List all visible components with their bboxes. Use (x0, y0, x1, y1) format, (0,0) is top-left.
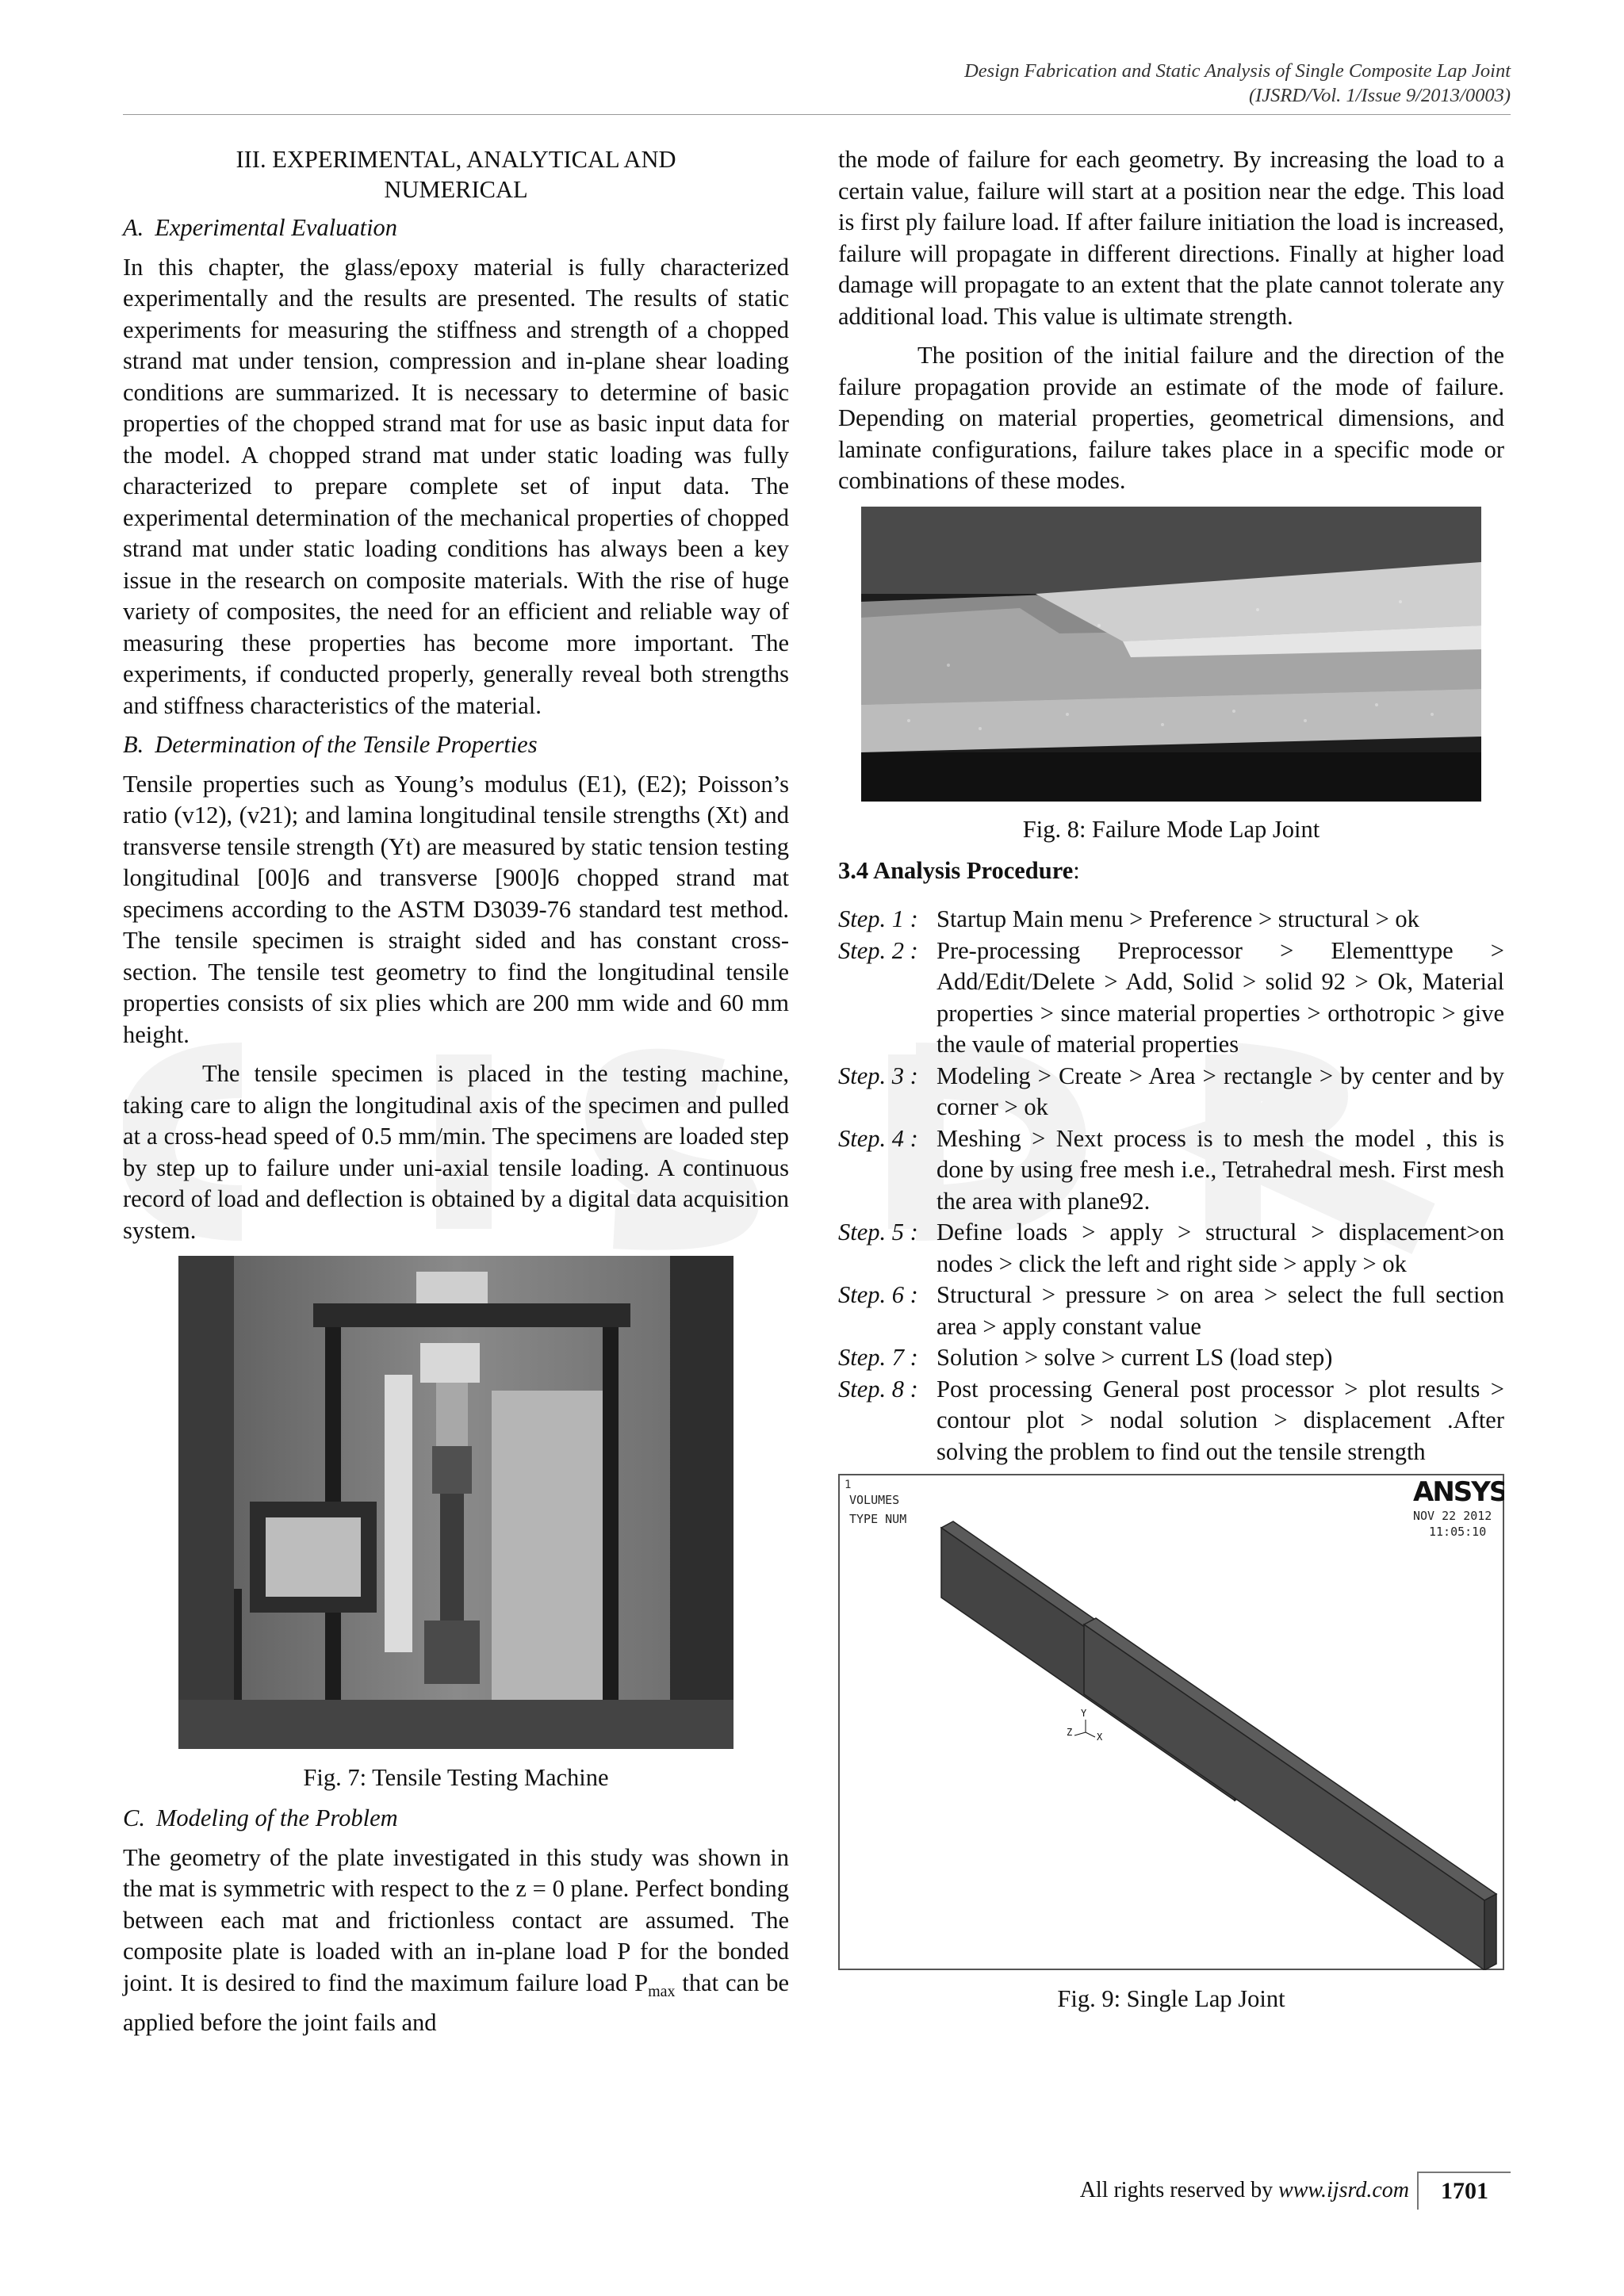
section-heading: III. EXPERIMENTAL, ANALYTICAL AND NUMERICAL (236, 146, 676, 203)
list-item (838, 1217, 1504, 1280)
step-label: Step. 4 : (838, 1124, 918, 1152)
list-item (838, 1280, 1504, 1342)
figure-7 (123, 1256, 789, 1758)
step-label: Step. 7 : (838, 1344, 918, 1371)
ansys-type-num-label: TYPE NUM (849, 1512, 907, 1526)
paragraph-modeling (123, 1843, 789, 2039)
subsection-c-number: C. (123, 1804, 145, 1831)
analysis-procedure-title: 3.4 Analysis Procedure (838, 856, 1074, 884)
ansys-window-number: 1 (845, 1479, 852, 1491)
header-rule (123, 114, 1511, 115)
figure-7-caption: Fig. 7: Tensile Testing Machine (303, 1763, 609, 1791)
left-column (123, 144, 789, 2047)
tensile-testing-machine-image (178, 1256, 733, 1749)
list-item (838, 904, 1504, 936)
subsection-b-heading (123, 729, 789, 761)
list-item (838, 1342, 1504, 1374)
step-label: Step. 1 : (838, 905, 918, 932)
step-label: Step. 6 : (838, 1281, 918, 1308)
analysis-steps-list (838, 904, 1504, 1468)
paragraph-tensile-properties: Tensile properties such as Young’s modulus (E1), (E2); Poisson’s ratio (v12), (v21); and lamina longitudinal tensile strengths (Xt) and transverse tensile strength (Yt) are measured by static tension testing longitudinal [00]6 and transverse [900]6 chopped strand mat specimens according to the ASTM D3039-76 standard test method. The tensile specimen is straight sided and has constant cross-section. The tensile test geometry to find the longitudinal tensile properties consists of six plies which are 200 mm wide and 60 mm height. (123, 770, 789, 1048)
step-text: Meshing > Next process is to mesh the model , this is done by using free mesh i.e., Tetrahedral mesh. First mesh the area with plane92. (936, 1124, 1504, 1215)
footer-site-link[interactable]: www.ijsrd.com (1278, 2178, 1409, 2202)
subsection-c-heading (123, 1803, 789, 1835)
step-label: Step. 2 : (838, 936, 918, 964)
footer-copyright (1080, 2172, 1417, 2210)
step-label: Step. 5 : (838, 1219, 918, 1246)
figure-8 (838, 507, 1504, 810)
step-text: Post processing General post processor > plot results > contour plot > nodal solution > displacement .After solving the problem to find out the tensile strength (936, 1375, 1504, 1465)
subsection-b-title: Determination of the Tensile Properties (155, 731, 538, 758)
ansys-logo: ANSYS (1413, 1476, 1504, 1508)
step-text: Startup Main menu > Preference > structural > ok (936, 905, 1419, 932)
subsection-a-heading (123, 212, 789, 244)
step-text: Pre-processing Preprocessor > Elementtype > Add/Edit/Delete > Add, Solid > solid 92 > Ok, Material properties > since material properties > orthotropic > give the vaule of material properties (936, 936, 1504, 1058)
figure-9 (838, 1474, 1504, 1979)
page-footer (1080, 2172, 1511, 2210)
step-label: Step. 3 : (838, 1062, 918, 1089)
step-text: Define loads > apply > structural > displacement>on nodes > click the left and right side > apply > ok (936, 1219, 1504, 1277)
running-header (797, 59, 1511, 108)
ansys-single-lap-joint-model (838, 1474, 1504, 1970)
subsection-a-title: Experimental Evaluation (155, 214, 398, 241)
paragraph-experimental-evaluation: In this chapter, the glass/epoxy material is fully characterized experimentally and the results are presented. The results of static experiments for measuring the stiffness and strength of a chopped strand mat under tension, compression and in-plane shear loading conditions are summarized. It is necessary to determine of basic properties of the chopped strand mat for use as basic input data for the model. A chopped strand mat under static loading was fully characterized to prepare complete set of input data. The experimental determination of the mechanical properties of chopped strand mat under static loading conditions has always been a key issue in the research on composite materials. With the rise of huge variety of composites, the need for an efficient and reliable way of measuring these properties has become more important. The experiments, if conducted properly, generally reveal both strengths and stiffness characteristics of the material. (123, 253, 789, 719)
paragraph-failure-mode: the mode of failure for each geometry. By increasing the load to a certain value, failure will start at a position near the edge. This load is first ply failure load. If after failure initiation the load is increased, failure will propagate in different directions. Finally at higher load damage will propagate to an extent that the plate cannot tolerate any additional load. This value is ultimate strength. (838, 146, 1504, 330)
step-text: Modeling > Create > Area > rectangle > by center and by corner > ok (936, 1062, 1504, 1120)
figure-9-caption: Fig. 9: Single Lap Joint (1057, 1984, 1285, 2012)
list-item (838, 1374, 1504, 1468)
figure-8-caption: Fig. 8: Failure Mode Lap Joint (1022, 816, 1320, 843)
paragraph-modeling-part2: that can be applied before the joint fails and (123, 1969, 789, 2037)
step-text: Structural > pressure > on area > select the full section area > apply constant value (936, 1281, 1504, 1340)
ansys-date: NOV 22 2012 (1413, 1509, 1492, 1523)
analysis-procedure-colon: : (1073, 856, 1080, 884)
ansys-volumes-label: VOLUMES (849, 1493, 900, 1507)
failure-mode-lap-joint-image (861, 507, 1481, 802)
subsection-a-number: A. (123, 214, 144, 241)
page-number: 1701 (1417, 2172, 1511, 2210)
header-issue: (IJSRD/Vol. 1/Issue 9/2013/0003) (1248, 85, 1511, 106)
subsection-b-number: B. (123, 731, 144, 758)
pmax-subscript: max (648, 1982, 676, 2000)
right-column (838, 144, 1504, 2024)
list-item (838, 1061, 1504, 1123)
analysis-procedure-heading (838, 855, 1504, 887)
list-item (838, 936, 1504, 1061)
list-item (838, 1123, 1504, 1218)
axis-y-label: Y (1081, 1708, 1087, 1719)
step-text: Solution > solve > current LS (load step) (936, 1344, 1333, 1371)
paragraph-modeling-part1: The geometry of the plate investigated in this study was shown in the mat is symmetric with respect to the z = 0 plane. Perfect bonding between each mat and frictionless contact are assumed. The composite plate is loaded with an in-plane load P for the bonded joint. It is desired to find the maximum failure load P (123, 1843, 789, 1996)
step-label: Step. 8 : (838, 1375, 918, 1402)
paragraph-failure-position: The position of the initial failure and the direction of the failure propagation provide an estimate of the mode of failure. Depending on material properties, geometrical dimensions, and laminate configurations, failure takes place in a specific mode or combinations of these modes. (838, 342, 1504, 494)
subsection-c-title: Modeling of the Problem (155, 1804, 398, 1831)
axis-x-label: X (1097, 1732, 1103, 1743)
paragraph-tensile-procedure: The tensile specimen is placed in the testing machine, taking care to align the longitudinal axis of the specimen and pulled at a cross-head speed of 0.5 mm/min. The specimens are loaded step by step up to failure under uni-axial tensile loading. A continuous record of load and deflection is obtained by a digital data acquisition system. (123, 1060, 789, 1244)
footer-text: All rights reserved by (1079, 2178, 1279, 2202)
header-title: Design Fabrication and Static Analysis of Single Composite Lap Joint (964, 60, 1511, 82)
axis-z-label: Z (1067, 1727, 1073, 1738)
ansys-time: 11:05:10 (1429, 1525, 1487, 1539)
